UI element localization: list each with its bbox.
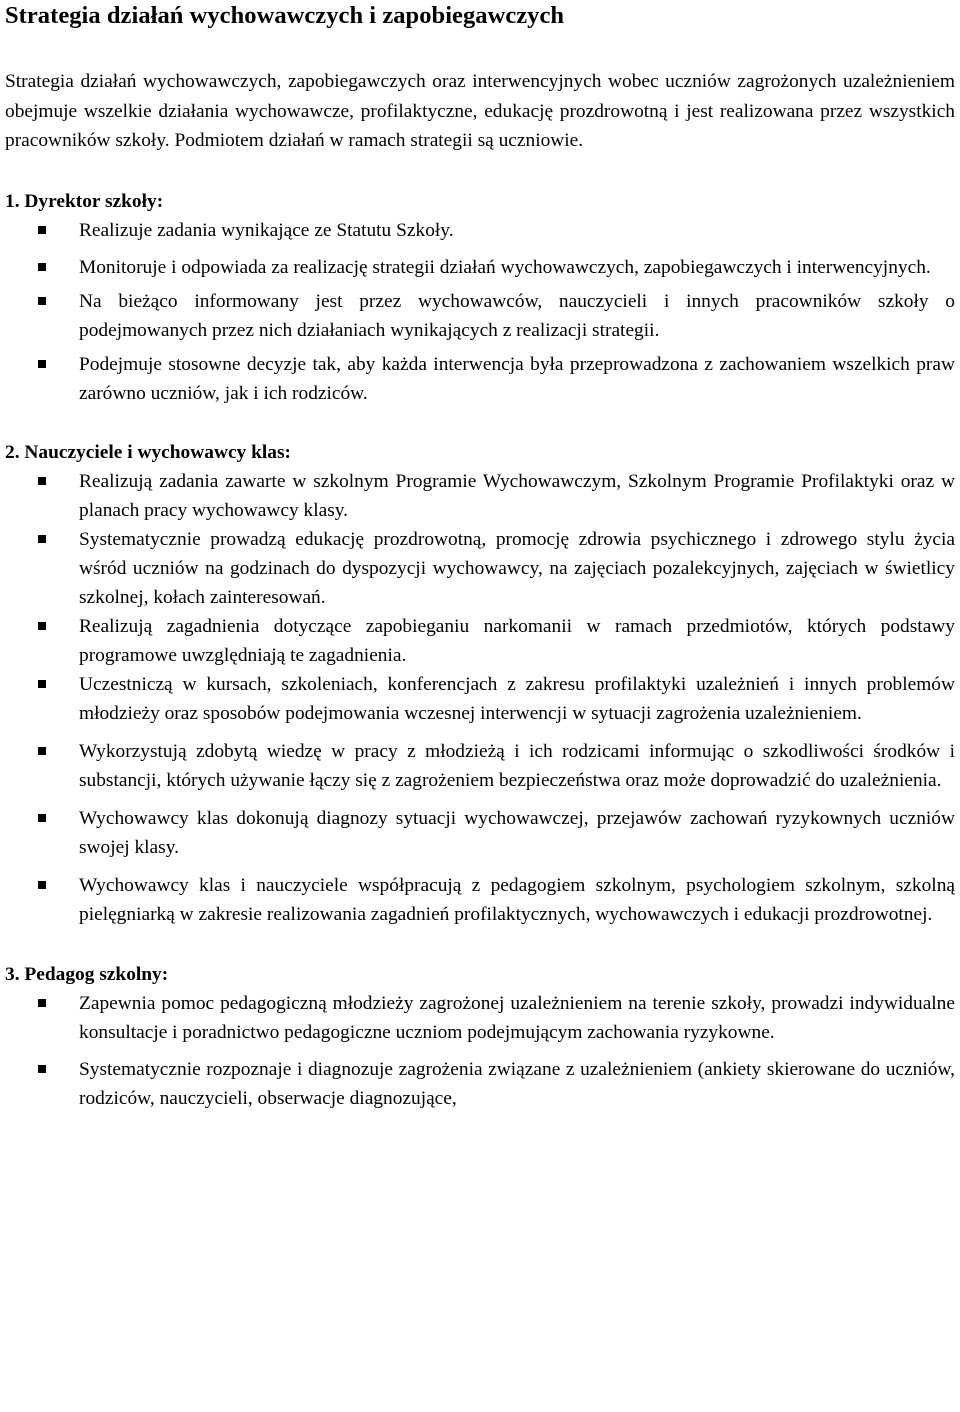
- list-item-text: Realizują zagadnienia dotyczące zapobieganiu narkomanii w ramach przedmiotów, których podstawy programowe uwzględniają te zagadnienia.: [79, 615, 955, 666]
- list-item-text: Wychowawcy klas dokonują diagnozy sytuacji wychowawczej, przejawów zachowań ryzykownych uczniów swojej klasy.: [79, 807, 955, 858]
- square-bullet-icon: [38, 226, 46, 234]
- square-bullet-icon: [38, 622, 46, 630]
- list-item-text: Zapewnia pomoc pedagogiczną młodzieży zagrożonej uzależnieniem na terenie szkoły, prowadzi indywidualne konsultacje i poradnictwo pedagogiczne uczniom podejmującym zachowania ryzykowne.: [79, 992, 955, 1043]
- list-item: [5, 612, 955, 670]
- list-item-text: Systematycznie prowadzą edukację prozdrowotną, promocję zdrowia psychicznego i zdrowego stylu życia wśród uczniów na godzinach do dyspozycji wychowawcy, na zajęciach pozalekcyjnych, zajęciach w świetlicy szkolnej, kołach zainteresowań.: [79, 528, 955, 608]
- list-item-text: Podejmuje stosowne decyzje tak, aby każda interwencja była przeprowadzona z zachowaniem wszelkich praw zarówno uczniów, jak i ich rodziców.: [79, 353, 955, 404]
- section-heading-dyrektor: 1. Dyrektor szkoły:: [5, 190, 164, 212]
- list-item: [5, 350, 955, 408]
- list-item-text: Realizuje zadania wynikające ze Statutu Szkoły.: [79, 219, 454, 241]
- section-list-dyrektor: [5, 216, 955, 408]
- list-item: [5, 287, 955, 345]
- list-item-text: Systematycznie rozpoznaje i diagnozuje zagrożenia związane z uzależnieniem (ankiety skierowane do uczniów, rodziców, nauczycieli, obserwacje diagnozujące,: [79, 1058, 955, 1109]
- list-item: [5, 467, 955, 525]
- section-heading-nauczyciele: 2. Nauczyciele i wychowawcy klas:: [5, 441, 291, 463]
- list-item-text: Na bieżąco informowany jest przez wychowawców, nauczycieli i innych pracowników szkoły o podejmowanych przez nich działaniach wynikających z realizacji strategii.: [79, 290, 955, 341]
- intro-paragraph: Strategia działań wychowawczych, zapobiegawczych oraz interwencyjnych wobec uczniów zagrożonych uzależnieniem obejmuje wszelkie działania wychowawcze, profilaktyczne, edukację prozdrowotną i jest realizowana przez wszystkich pracowników szkoły. Podmiotem działań w ramach strategii są uczniowie.: [5, 71, 955, 152]
- list-item: [5, 253, 955, 282]
- list-item: [5, 525, 955, 612]
- list-item: [5, 216, 955, 245]
- square-bullet-icon: [38, 360, 46, 368]
- list-item-text: Uczestniczą w kursach, szkoleniach, konferencjach z zakresu profilaktyki uzależnień i innych problemów młodzieży oraz sposobów podejmowania wczesnej interwencji w sytuacji zagrożenia uzależnieniem.: [79, 673, 955, 724]
- list-item: [5, 871, 955, 929]
- square-bullet-icon: [38, 477, 46, 485]
- list-item-text: Realizują zadania zawarte w szkolnym Programie Wychowawczym, Szkolnym Programie Profilaktyki oraz w planach pracy wychowawcy klasy.: [79, 470, 955, 521]
- list-item: [5, 737, 955, 795]
- square-bullet-icon: [38, 535, 46, 543]
- square-bullet-icon: [38, 814, 46, 822]
- section-heading-pedagog: 3. Pedagog szkolny:: [5, 963, 169, 985]
- square-bullet-icon: [38, 1065, 46, 1073]
- list-item-text: Monitoruje i odpowiada za realizację strategii działań wychowawczych, zapobiegawczych i interwencyjnych.: [79, 256, 931, 278]
- list-item-text: Wychowawcy klas i nauczyciele współpracują z pedagogiem szkolnym, psychologiem szkolnym, szkolną pielęgniarką w zakresie realizowania zagadnień profilaktycznych, wychowawczych i edukacji prozdrowotnej.: [79, 874, 955, 925]
- list-item: [5, 670, 955, 728]
- square-bullet-icon: [38, 297, 46, 305]
- square-bullet-icon: [38, 999, 46, 1007]
- square-bullet-icon: [38, 680, 46, 688]
- square-bullet-icon: [38, 747, 46, 755]
- list-item: [5, 804, 955, 862]
- list-item: [5, 1055, 955, 1113]
- section-list-pedagog: [5, 989, 955, 1113]
- section-list-nauczyciele: [5, 467, 955, 929]
- list-item-text: Wykorzystują zdobytą wiedzę w pracy z młodzieżą i ich rodzicami informując o szkodliwości środków i substancji, których używanie łączy się z zagrożeniem bezpieczeństwa oraz może doprowadzić do uzależnienia.: [79, 740, 955, 791]
- list-item: [5, 989, 955, 1047]
- square-bullet-icon: [38, 881, 46, 889]
- square-bullet-icon: [38, 263, 46, 271]
- document-title: Strategia działań wychowawczych i zapobiegawczych: [5, 2, 565, 29]
- document-page: [5, 0, 955, 1113]
